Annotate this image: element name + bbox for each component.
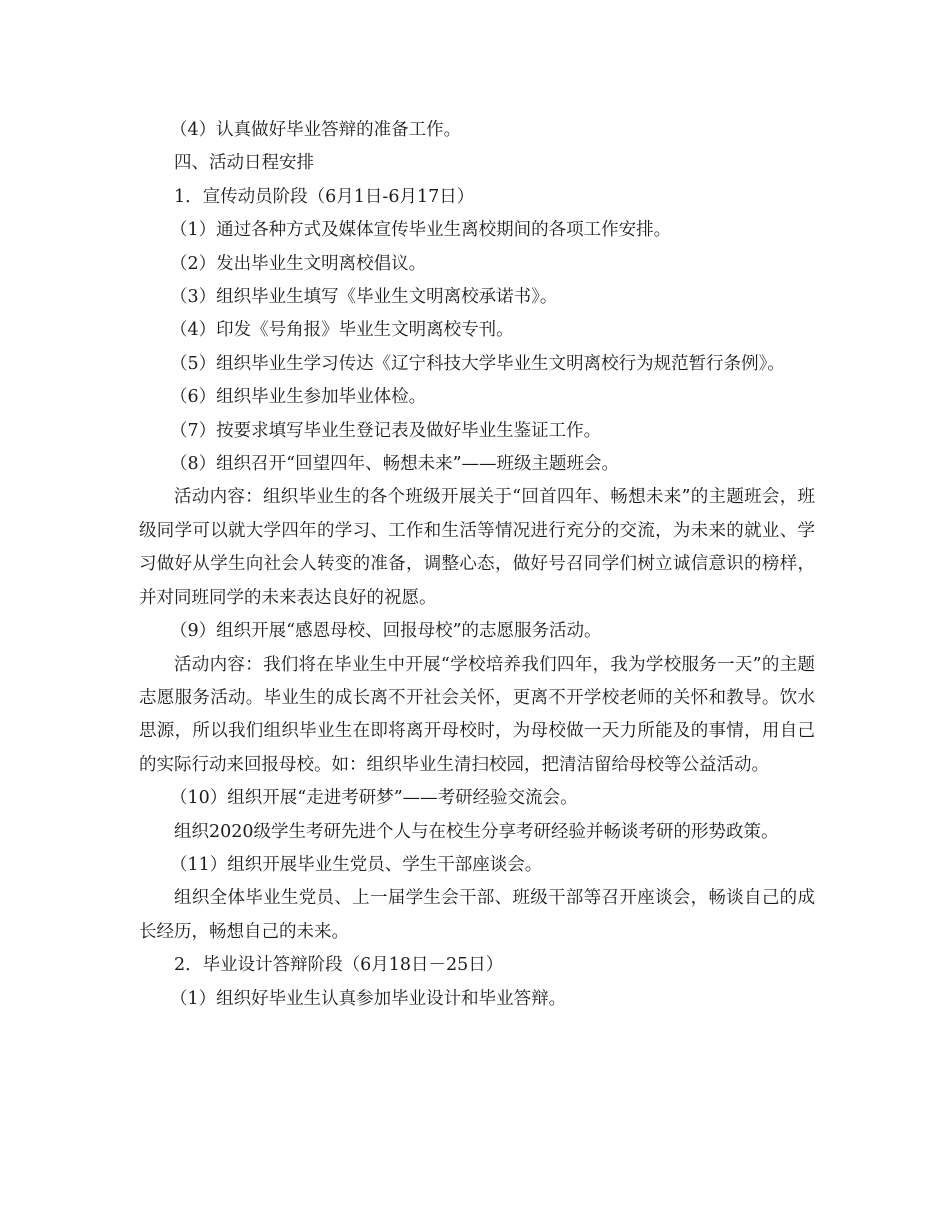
phase-1-heading: 1．宣传动员阶段（6月1日-6月17日） <box>174 186 475 207</box>
phase-1-item-11: （11）组织开展毕业生党员、学生干部座谈会。 <box>170 854 543 875</box>
activity-content-symposium: 组织全体毕业生党员、上一届学生会干部、班级干部等召开座谈会，畅谈自己的成长经历，畅想自己的未来。 <box>139 888 815 942</box>
document-body <box>139 114 815 1016</box>
activity-content-exam-sharing: 组织2020级学生考研先进个人与在校生分享考研经验并畅谈考研的形势政策。 <box>174 821 779 842</box>
activity-content-class-meeting: 活动内容：组织毕业生的各个班级开展关于“回首四年、畅想未来”的主题班会，班级同学可以就大学四年的学习、工作和生活等情况进行充分的交流，为未来的就业、学习做好从学生向社会人转变的准备，调整心态，做好号召同学们树立诚信意识的榜样，并对同班同学的未来表达良好的祝愿。 <box>139 487 815 608</box>
section-heading-schedule: 四、活动日程安排 <box>174 153 314 174</box>
phase-2-item-1: （1）组织好毕业生认真参加毕业设计和毕业答辩。 <box>170 988 567 1009</box>
phase-1-item-2: （2）发出毕业生文明离校倡议。 <box>170 253 427 274</box>
item-4-prepare-defense: （4）认真做好毕业答辩的准备工作。 <box>170 120 462 140</box>
phase-1-item-9: （9）组织开展“感恩母校、回报母校”的志愿服务活动。 <box>170 621 602 642</box>
phase-2-heading: 2．毕业设计答辩阶段（6月18日－25日） <box>174 955 504 976</box>
phase-1-item-3: （3）组织毕业生填写《毕业生文明离校承诺书》。 <box>170 287 558 308</box>
phase-1-item-8: （8）组织召开“回望四年、畅想未来”——班级主题班会。 <box>170 454 620 475</box>
phase-1-item-5: （5）组织毕业生学习传达《辽宁科技大学毕业生文明离校行为规范暂行条例》。 <box>170 353 785 374</box>
phase-1-item-1: （1）通过各种方式及媒体宣传毕业生离校期间的各项工作安排。 <box>170 220 672 241</box>
phase-1-item-10: （10）组织开展“走进考研梦”——考研经验交流会。 <box>170 788 578 809</box>
phase-1-item-7: （7）按要求填写毕业生登记表及做好毕业生鉴证工作。 <box>170 420 602 441</box>
activity-content-volunteer: 活动内容：我们将在毕业生中开展“学校培养我们四年，我为学校服务一天”的主题志愿服务活动。毕业生的成长离不开社会关怀，更离不开学校老师的关怀和教导。饮水思源，所以我们组织毕业生在即将离开母校时，为母校做一天力所能及的事情，用自己的实际行动来回报母校。如：组织毕业生清扫校园，把清洁留给母校等公益活动。 <box>139 654 815 775</box>
phase-1-item-6: （6）组织毕业生参加毕业体检。 <box>170 387 427 408</box>
phase-1-item-4: （4）印发《号角报》毕业生文明离校专刊。 <box>170 320 514 341</box>
